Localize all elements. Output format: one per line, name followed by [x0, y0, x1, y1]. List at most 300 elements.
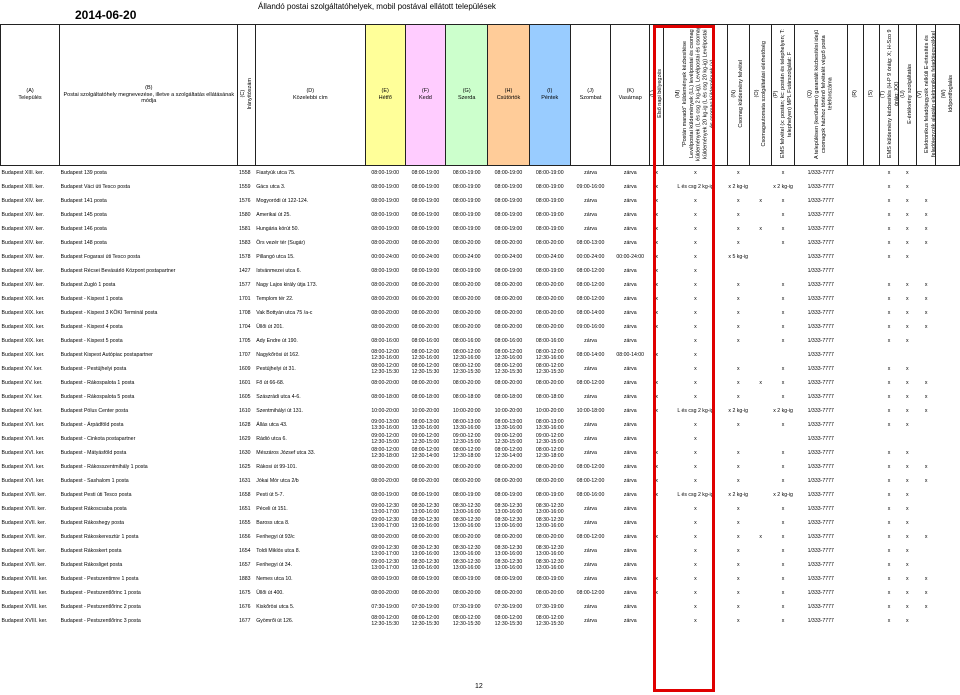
table-cell: x [906, 379, 909, 386]
table-cell: x [694, 253, 697, 260]
column-header: (I) Péntek [529, 25, 570, 166]
table-cell: x [887, 617, 891, 624]
table-cell: x [759, 225, 762, 232]
table-cell: 08:00-20:00 [494, 477, 523, 484]
table-cell: x 2 kg-ig [728, 491, 749, 498]
table-cell: x [781, 239, 785, 246]
table-cell: 08:00-20:00 [452, 309, 481, 316]
table-cell: x [694, 309, 697, 316]
column-header: (O) Csomagautomata szolgáltatási elérhetőség [749, 25, 771, 166]
table-cell: Kiskőrösi utca 5. [256, 603, 295, 610]
header-row [1, 25, 960, 166]
table-cell: x 2 kg-ig [728, 407, 749, 414]
table-cell [864, 306, 880, 320]
table-cell [847, 348, 863, 362]
column-header: (W) Időpontfoglalás [936, 25, 960, 166]
table-cell: x [655, 281, 659, 288]
table-cell: 1/333-7777 [807, 295, 834, 302]
table-cell [864, 334, 880, 348]
table-cell: 08:00-19:00 [371, 575, 400, 582]
table-cell [864, 446, 880, 460]
table-cell: Üllői út 201. [256, 323, 284, 330]
table-cell: Budapest XVIII. ker. [1, 617, 48, 624]
table-cell: 08:00-12:00 12:30-15:30 [371, 362, 400, 375]
table-cell: x [655, 463, 659, 470]
table-cell: 08:00-16:00 [576, 491, 605, 498]
table-cell: x [887, 379, 891, 386]
table-cell [847, 180, 863, 194]
table-cell: 1/333-7777 [807, 561, 834, 568]
table-cell: 1651 [238, 505, 251, 512]
table-cell: 1/333-7777 [807, 547, 834, 554]
table-cell: x [694, 337, 697, 344]
table-cell: 08:00-20:00 [535, 239, 564, 246]
table-cell: x [694, 267, 697, 274]
table-cell: 1708 [238, 309, 251, 316]
table-cell: 1/333-7777 [807, 603, 834, 610]
table-cell: Budapest XVI. ker. [1, 421, 45, 428]
table-cell: x [906, 519, 909, 526]
table-cell: 1677 [238, 617, 251, 624]
table-cell: x [736, 477, 740, 484]
table-cell: 08:00-20:00 [494, 323, 523, 330]
table-cell: x [906, 421, 909, 428]
table-cell: 08:00-20:00 [371, 379, 400, 386]
table-cell: 09:00-12:00 12:30-15:00 [494, 432, 523, 445]
table-cell [917, 418, 936, 432]
table-cell: x [694, 603, 697, 610]
table-cell: 08:00-19:00 [494, 267, 523, 274]
table-cell: x [887, 211, 891, 218]
table-cell [727, 264, 749, 278]
table-cell: x [924, 295, 928, 302]
table-cell [847, 334, 863, 348]
table-cell: zárva [623, 477, 637, 484]
table-cell: x [694, 449, 697, 456]
table-cell: 08:00-19:00 [411, 183, 440, 190]
table-cell: 08:00-20:00 [452, 477, 481, 484]
table-cell: x [736, 365, 740, 372]
table-cell: x [781, 533, 785, 540]
table-cell: zárva [584, 169, 597, 176]
table-cell [864, 208, 880, 222]
table-cell: x [694, 463, 697, 470]
table-cell: 08:00-20:00 [535, 281, 564, 288]
table-cell: Budapest XIV. ker. [1, 197, 44, 204]
column-header: (N) Csomag küldemény felvétel [727, 25, 749, 166]
table-cell: 08:00-18:00 [411, 393, 440, 400]
table-cell: x [736, 617, 740, 624]
table-cell [847, 544, 863, 558]
table-cell: 1/333-7777 [807, 351, 834, 358]
table-cell: 08:30-12:30 13:00-16:00 [494, 502, 523, 515]
table-cell [864, 180, 880, 194]
table-cell: 1628 [238, 421, 251, 428]
table-cell: Budapest XVII. ker. [1, 519, 46, 526]
table-cell [880, 432, 898, 446]
table-cell [749, 614, 771, 628]
table-cell: 08:00-19:00 [535, 211, 564, 218]
table-cell: 08:00-20:00 [535, 323, 564, 330]
table-cell: x [736, 169, 740, 176]
table-cell: x [694, 421, 697, 428]
table-cell: zárva [623, 589, 637, 596]
table-cell: 08:00-19:00 [494, 575, 523, 582]
table-cell: 1631 [238, 477, 251, 484]
table-cell [864, 460, 880, 474]
table-cell: 08:00-12:00 12:30-14:00 [494, 446, 523, 459]
table-cell: 1625 [238, 463, 251, 470]
table-cell: 08:00-12:00 12:30-18:00 [452, 446, 481, 459]
table-cell: x 5 kg-ig [728, 253, 749, 260]
table-cell [864, 488, 880, 502]
table-cell: x [694, 477, 697, 484]
table-cell: x [906, 323, 909, 330]
table-cell: x [887, 561, 891, 568]
table-cell [864, 250, 880, 264]
column-header: (B) Postai szolgáltatóhely megnevezése, illetve a szolgáltatás ellátásának módja [60, 25, 238, 166]
table-cell: 09:00-12:30 13:00-17:00 [371, 544, 400, 557]
table-cell: x [781, 225, 785, 232]
table-cell: x [906, 463, 909, 470]
table-cell: 08:00-16:00 [494, 337, 523, 344]
table-cell: x [924, 379, 928, 386]
table-cell: x [887, 505, 891, 512]
table-cell: 08:00-20:00 [452, 323, 481, 330]
table-cell [650, 614, 664, 628]
table-cell: Budapest XIV. ker. [1, 281, 44, 288]
table-cell: 08:00-12:00 12:30-15:30 [494, 614, 523, 627]
table-cell: x [655, 575, 659, 582]
table-cell: 1654 [238, 547, 251, 554]
table-cell: 08:30-12:30 13:00-16:00 [411, 544, 440, 557]
table-row [1, 390, 960, 404]
table-cell: x [781, 281, 785, 288]
table-cell: 07:30-19:00 [371, 603, 400, 610]
table-cell: zárva [623, 211, 637, 218]
table-cell: x [736, 393, 740, 400]
table-cell: x [694, 575, 697, 582]
table-cell: L és csg 2 kg-ig [677, 183, 714, 190]
table-cell: zárva [623, 169, 637, 176]
table-cell [864, 376, 880, 390]
table-cell: 08:00-19:00 [535, 183, 564, 190]
table-cell: Budapest - Kispest 3 KÖKI Terminál posta [60, 309, 158, 316]
table-cell [749, 250, 771, 264]
table-cell: Jókai Mór utca 2/b [256, 477, 299, 484]
table-cell [650, 334, 664, 348]
table-cell: zárva [584, 449, 597, 456]
table-cell: x [781, 337, 785, 344]
table-cell: x [906, 575, 909, 582]
table-cell [847, 530, 863, 544]
table-cell: 08:00-20:00 [494, 281, 523, 288]
table-cell: x [736, 603, 740, 610]
table-cell: x [694, 281, 697, 288]
table-cell: x [759, 197, 762, 204]
table-cell [847, 320, 863, 334]
table-row [1, 474, 960, 488]
column-header: (S) [864, 25, 880, 166]
table-cell: Budapest XVI. ker. [1, 463, 45, 470]
table-row [1, 460, 960, 474]
table-cell: 08:00-13:00 13:30-16:00 [535, 418, 564, 431]
column-header: (L) Első napi bélyegzés [650, 25, 664, 166]
table-cell: zárva [584, 211, 597, 218]
table-cell [864, 292, 880, 306]
table-row [1, 446, 960, 460]
table-cell: 08:30-12:30 13:00-16:00 [494, 516, 523, 529]
table-cell: x [924, 533, 928, 540]
table-cell: 08:00-20:00 [494, 295, 523, 302]
column-header: (F) Kedd [405, 25, 446, 166]
table-cell [917, 362, 936, 376]
table-cell: 08:00-19:00 [535, 491, 564, 498]
table-cell: Budapest Rákoscsaba posta [60, 505, 127, 512]
table-cell: 10:00-18:00 [576, 407, 605, 414]
table-cell: Budapest - Kispest 1 posta [60, 295, 123, 302]
table-row [1, 432, 960, 446]
table-cell: 08:00-19:00 [494, 211, 523, 218]
table-cell: x [887, 589, 891, 596]
table-cell: x [694, 505, 697, 512]
table-cell [749, 432, 771, 446]
table-cell: Budapest - Kispest 4 posta [60, 323, 123, 330]
table-cell: zárva [623, 239, 637, 246]
table-cell: Pillangó utca 15. [256, 253, 295, 260]
table-cell: 09:00-16:00 [576, 323, 605, 330]
table-cell: 1/333-7777 [807, 197, 834, 204]
table-cell: x [924, 225, 928, 232]
table-cell: zárva [623, 365, 637, 372]
table-cell: 08:00-20:00 [535, 477, 564, 484]
table-cell: 1/333-7777 [807, 533, 834, 540]
table-cell: Budapest XV. ker. [1, 379, 43, 386]
table-cell: zárva [623, 463, 637, 470]
table-cell: 06:00-20:00 [411, 295, 440, 302]
table-cell [749, 544, 771, 558]
table-cell: Budapest - Pestszentlőrinc 2 posta [60, 603, 141, 610]
table-cell [864, 264, 880, 278]
table-cell [864, 614, 880, 628]
table-cell [847, 222, 863, 236]
table-cell: Budapest - Pestszentlőrinc 1 posta [60, 589, 141, 596]
table-cell: 1559 [238, 183, 251, 190]
table-row [1, 320, 960, 334]
column-header: (R) [847, 25, 863, 166]
table-cell: 08:00-20:00 [371, 463, 400, 470]
table-cell: Budapest 148 posta [60, 239, 107, 246]
table-cell: 1/333-7777 [807, 365, 834, 372]
table-cell: x [781, 505, 785, 512]
table-cell: x [694, 393, 697, 400]
table-cell: x [906, 239, 909, 246]
table-cell: 1701 [238, 295, 251, 302]
table-cell: 1578 [238, 253, 251, 260]
table-cell [749, 278, 771, 292]
table-cell: x [655, 253, 659, 260]
table-cell: 1/333-7777 [807, 337, 834, 344]
table-cell: 08:00-19:00 [494, 225, 523, 232]
table-cell: Fiastyúk utca 75. [256, 169, 296, 176]
table-cell: Budapest Zugló 1 posta [60, 281, 116, 288]
table-cell: 08:00-20:00 [535, 309, 564, 316]
table-cell: zárva [623, 617, 637, 624]
table-cell: x [906, 477, 909, 484]
table-cell: Budapest Kispest Autópiac postapartner [60, 351, 153, 358]
table-cell: x [694, 225, 697, 232]
table-cell: 1576 [238, 197, 251, 204]
table-cell: 1/333-7777 [807, 463, 834, 470]
table-cell: Budapest - Pestújhelyi posta [60, 365, 127, 372]
table-cell: 08:00-12:00 [576, 379, 605, 386]
table-cell: Budapest XV. ker. [1, 393, 43, 400]
table-cell: 08:00-12:00 12:30-15:30 [452, 614, 481, 627]
table-cell: x [906, 533, 909, 540]
table-cell: 08:00-16:00 [452, 337, 481, 344]
table-cell: 1656 [238, 533, 251, 540]
table-cell: 08:30-12:30 13:00-16:00 [494, 558, 523, 571]
table-cell: x [781, 519, 785, 526]
table-cell: 08:00-12:00 12:30-16:00 [452, 348, 481, 361]
table-row [1, 362, 960, 376]
table-cell: 08:00-20:00 [371, 281, 400, 288]
table-cell [749, 516, 771, 530]
table-cell: 1/333-7777 [807, 309, 834, 316]
table-cell: x [655, 589, 659, 596]
table-cell: x [924, 323, 928, 330]
table-row [1, 180, 960, 194]
table-cell: 08:00-19:00 [494, 169, 523, 176]
table-cell: 08:00-12:00 12:30-15:30 [411, 362, 440, 375]
table-cell: 10:00-20:00 [535, 407, 564, 414]
table-cell: Budapest XIII. ker. [1, 169, 44, 176]
table-cell [847, 558, 863, 572]
table-cell [847, 488, 863, 502]
table-cell: 1605 [238, 393, 251, 400]
table-cell: 08:00-19:00 [371, 225, 400, 232]
table-cell: zárva [623, 505, 637, 512]
table-cell: zárva [623, 295, 637, 302]
table-cell: 08:00-19:00 [411, 197, 440, 204]
table-cell: x [887, 253, 891, 260]
table-cell: x [887, 225, 891, 232]
table-cell: zárva [623, 337, 637, 344]
table-cell [864, 166, 880, 181]
table-cell [772, 348, 794, 362]
table-cell: 08:00-20:00 [494, 379, 523, 386]
table-cell: x [736, 575, 740, 582]
table-cell: zárva [623, 575, 637, 582]
table-cell: Budapest XVIII. ker. [1, 575, 48, 582]
table-cell: 08:30-12:30 13:00-16:00 [411, 516, 440, 529]
table-cell [864, 572, 880, 586]
table-cell: zárva [623, 421, 637, 428]
table-row [1, 600, 960, 614]
table-cell [847, 586, 863, 600]
table-row [1, 348, 960, 362]
table-cell: 08:00-12:00 12:30-15:30 [494, 362, 523, 375]
table-cell [727, 432, 749, 446]
table-cell: x [655, 225, 659, 232]
table-cell: x [736, 309, 740, 316]
table-cell: x [655, 211, 659, 218]
table-cell: 08:00-19:00 [411, 267, 440, 274]
table-cell: Budapest XV. ker. [1, 365, 43, 372]
table-cell [847, 250, 863, 264]
table-cell: x [781, 547, 785, 554]
table-cell: zárva [584, 197, 597, 204]
table-cell: 1/333-7777 [807, 491, 834, 498]
table-cell: zárva [623, 225, 637, 232]
table-cell [864, 516, 880, 530]
table-cell: 1609 [238, 365, 251, 372]
table-cell: x [906, 211, 909, 218]
table-cell: 08:00-19:00 [371, 197, 400, 204]
table-cell [749, 348, 771, 362]
table-cell: 08:00-13:00 [576, 239, 605, 246]
column-header: (H) Csütörtök [488, 25, 530, 166]
table-cell: 08:00-20:00 [452, 379, 481, 386]
table-cell: 00:00-24:00 [452, 253, 481, 260]
table-cell: 1/333-7777 [807, 281, 834, 288]
table-cell: Amerikai út 25. [256, 211, 291, 218]
table-cell: x [887, 323, 891, 330]
table-cell: 09:00-12:00 12:30-15:00 [371, 432, 400, 445]
table-cell: zárva [623, 281, 637, 288]
table-cell: 10:00-20:00 [371, 407, 400, 414]
table-cell: Szászrádi utca 4-6. [256, 393, 301, 400]
column-header: (E) Hétfő [365, 25, 405, 166]
table-cell: zárva [623, 533, 637, 540]
table-cell: 1/333-7777 [807, 183, 834, 190]
table-cell: Toldi Miklós utca 8. [256, 547, 301, 554]
table-cell: 08:00-19:00 [494, 491, 523, 498]
table-cell: 09:00-12:30 13:00-17:00 [371, 558, 400, 571]
table-cell [917, 614, 936, 628]
table-cell: x [655, 295, 659, 302]
table-cell: 1/333-7777 [807, 505, 834, 512]
table-cell: 08:00-20:00 [411, 533, 440, 540]
table-cell: Budapest Rákoshegy posta [60, 519, 125, 526]
table-cell: Budapest XVII. ker. [1, 505, 46, 512]
table-cell: 1883 [238, 575, 251, 582]
table-cell: x [887, 295, 891, 302]
table-cell: 08:00-19:00 [535, 169, 564, 176]
table-cell [847, 208, 863, 222]
table-cell [847, 306, 863, 320]
table-cell: 08:00-18:00 [452, 393, 481, 400]
table-cell: 10:00-20:00 [452, 407, 481, 414]
table-cell: Budapest XVI. ker. [1, 449, 45, 456]
table-cell: zárva [584, 519, 597, 526]
table-cell: Pestújhelyi út 31. [256, 365, 296, 372]
table-cell: x [655, 183, 659, 190]
table-cell: 1/333-7777 [807, 575, 834, 582]
table-cell: Budapest - Árpádföld posta [60, 421, 124, 428]
table-cell: 10:00-20:00 [411, 407, 440, 414]
table-cell [650, 362, 664, 376]
table-cell: x [906, 393, 909, 400]
table-row [1, 488, 960, 502]
table-cell: 1/333-7777 [807, 421, 834, 428]
table-cell: x [906, 225, 909, 232]
table-cell [650, 544, 664, 558]
table-cell: x [781, 197, 785, 204]
table-cell: x [694, 211, 697, 218]
table-cell: x [906, 253, 909, 260]
table-cell: 08:00-19:00 [371, 183, 400, 190]
